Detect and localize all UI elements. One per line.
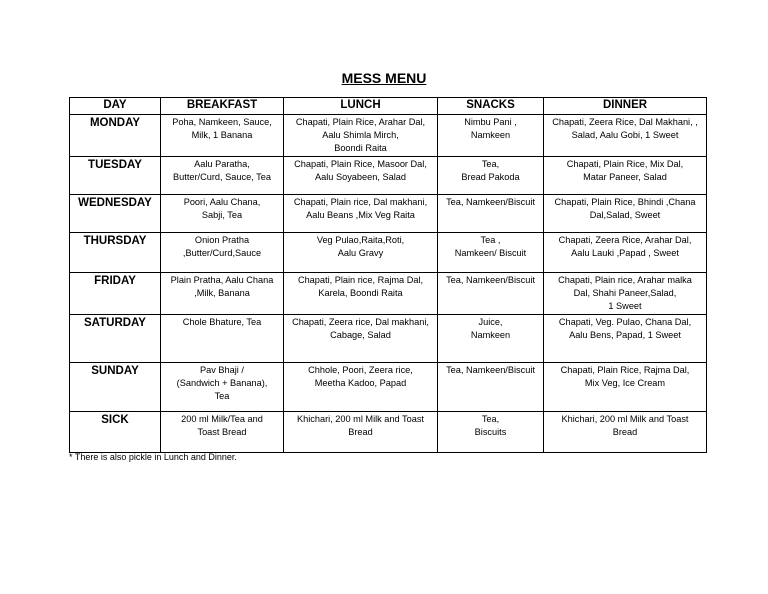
snacks-cell [438, 363, 544, 412]
snacks-cell [438, 412, 544, 453]
snacks-line: Juice, [478, 317, 503, 327]
snacks-cell [438, 273, 544, 315]
lunch-line: Aalu Gravy [337, 248, 384, 258]
dinner-line: Aalu Bens, Papad, 1 Sweet [569, 330, 681, 340]
day-cell: FRIDAY [70, 273, 161, 315]
day-cell: TUESDAY [70, 157, 161, 195]
dinner-line: Chapati, Plain Rice, Mix Dal, [566, 159, 684, 169]
breakfast-line: 200 ml Milk/Tea and [181, 414, 263, 424]
dinner-line: 1 Sweet [608, 301, 642, 311]
snacks-cell [438, 115, 544, 157]
lunch-line: Karela, Boondi Raita [318, 288, 403, 298]
breakfast-line: Aalu Paratha, [194, 159, 250, 169]
table-row [70, 195, 707, 233]
lunch-line: Chapati, Zeera rice, Dal makhani, [292, 317, 429, 327]
lunch-cell [284, 233, 438, 273]
lunch-line: Chapati, Plain Rice, Arahar Dal, [295, 117, 426, 127]
breakfast-line: Poha, Namkeen, Sauce, [172, 117, 272, 127]
lunch-cell [284, 315, 438, 363]
snacks-line: Namkeen [470, 130, 511, 140]
breakfast-cell [161, 273, 284, 315]
dinner-line: Chapati, Veg. Pulao, Chana Dal, [558, 317, 692, 327]
day-cell: THURSDAY [70, 233, 161, 273]
header-dinner: DINNER [544, 98, 707, 115]
breakfast-line: Sabji, Tea [201, 210, 243, 220]
breakfast-line: (Sandwich + Banana), [176, 378, 268, 388]
lunch-cell [284, 363, 438, 412]
breakfast-line: Plain Pratha, Aalu Chana [170, 275, 274, 285]
lunch-line: Aalu Shimla Mirch, [322, 130, 399, 140]
snacks-line: Bread Pakoda [461, 172, 520, 182]
dinner-cell [544, 363, 707, 412]
dinner-cell [544, 233, 707, 273]
table-row [70, 363, 707, 412]
breakfast-line: Toast Bread [197, 427, 247, 437]
breakfast-line: Milk, 1 Banana [191, 130, 253, 140]
dinner-cell [544, 412, 707, 453]
breakfast-line: Chole Bhature, Tea [182, 317, 262, 327]
snacks-line: Tea, Namkeen/Biscuit [446, 197, 535, 207]
header-breakfast: BREAKFAST [161, 98, 284, 115]
snacks-line: Tea, [481, 414, 500, 424]
lunch-cell [284, 412, 438, 453]
breakfast-cell [161, 412, 284, 453]
dinner-cell [544, 195, 707, 233]
snacks-line: Tea , [480, 235, 501, 245]
table-row [70, 315, 707, 363]
day-cell: SATURDAY [70, 315, 161, 363]
table-row [70, 273, 707, 315]
lunch-line: Boondi Raita [334, 143, 387, 153]
header-row [70, 98, 707, 115]
lunch-line: Chhole, Poori, Zeera rice, [308, 365, 413, 375]
dinner-line: Salad, Aalu Gobi, 1 Sweet [571, 130, 679, 140]
breakfast-line: Pav Bhaji / [200, 365, 244, 375]
snacks-line: Namkeen/ Biscuit [454, 248, 527, 258]
lunch-line: Cabage, Salad [330, 330, 391, 340]
snacks-cell [438, 315, 544, 363]
breakfast-line: Poori, Aalu Chana, [183, 197, 261, 207]
lunch-line: Bread [348, 427, 373, 437]
breakfast-line: Tea [214, 391, 230, 401]
table-row [70, 115, 707, 157]
breakfast-cell [161, 157, 284, 195]
snacks-line: Tea, [481, 159, 500, 169]
lunch-cell [284, 195, 438, 233]
snacks-line: Biscuits [474, 427, 507, 437]
dinner-line: Dal, Shahi Paneer,Salad, [573, 288, 677, 298]
breakfast-cell [161, 315, 284, 363]
lunch-cell [284, 157, 438, 195]
breakfast-line: ,Milk, Banana [194, 288, 250, 298]
breakfast-line: ,Butter/Curd,Sauce [182, 248, 262, 258]
lunch-line: Aalu Beans ,Mix Veg Raita [306, 210, 415, 220]
lunch-line: Aalu Soyabeen, Salad [315, 172, 406, 182]
lunch-cell [284, 273, 438, 315]
breakfast-cell [161, 195, 284, 233]
footnote: * There is also pickle in Lunch and Dinner. [69, 452, 237, 462]
lunch-line: Chapati, Plain rice, Dal makhani, [293, 197, 428, 207]
table-row [70, 157, 707, 195]
dinner-line: Chapati, Plain rice, Arahar malka [558, 275, 692, 285]
dinner-cell [544, 315, 707, 363]
lunch-line: Khichari, 200 ml Milk and Toast [297, 414, 424, 424]
page-title: MESS MENU [341, 70, 427, 86]
dinner-line: Matar Paneer, Salad [583, 172, 667, 182]
dinner-line: Chapati, Plain Rice, Bhindi ,Chana [554, 197, 696, 207]
dinner-line: Mix Veg, Ice Cream [584, 378, 666, 388]
breakfast-cell [161, 363, 284, 412]
dinner-line: Dal,Salad, Sweet [589, 210, 661, 220]
lunch-cell [284, 115, 438, 157]
snacks-line: Nimbu Pani , [464, 117, 517, 127]
dinner-cell [544, 157, 707, 195]
dinner-cell [544, 273, 707, 315]
day-cell: WEDNESDAY [70, 195, 161, 233]
dinner-line: Bread [612, 427, 638, 437]
breakfast-cell [161, 233, 284, 273]
snacks-line: Tea, Namkeen/Biscuit [446, 275, 535, 285]
breakfast-cell [161, 115, 284, 157]
snacks-line: Namkeen [470, 330, 511, 340]
lunch-line: Chapati, Plain Rice, Masoor Dal, [294, 159, 427, 169]
lunch-line: Meetha Kadoo, Papad [314, 378, 407, 388]
dinner-line: Chapati, Zeera Rice, Dal Makhani, , [552, 117, 698, 127]
table-row [70, 233, 707, 273]
snacks-cell [438, 195, 544, 233]
header-day: DAY [70, 98, 161, 115]
lunch-line: Veg Pulao,Raita,Roti, [316, 235, 405, 245]
header-lunch: LUNCH [284, 98, 438, 115]
dinner-line: Chapati, Plain Rice, Rajma Dal, [560, 365, 690, 375]
header-snacks: SNACKS [438, 98, 544, 115]
mess-menu-table [69, 97, 707, 453]
breakfast-line: Onion Pratha [194, 235, 250, 245]
table-row [70, 412, 707, 453]
day-cell: SUNDAY [70, 363, 161, 412]
lunch-line: Chapati, Plain rice, Rajma Dal, [297, 275, 424, 285]
snacks-line: Tea, Namkeen/Biscuit [446, 365, 535, 375]
snacks-cell [438, 157, 544, 195]
dinner-cell [544, 115, 707, 157]
day-cell: MONDAY [70, 115, 161, 157]
breakfast-line: Butter/Curd, Sauce, Tea [173, 172, 271, 182]
dinner-line: Khichari, 200 ml Milk and Toast [561, 414, 689, 424]
day-cell: SICK [70, 412, 161, 453]
dinner-line: Chapati, Zeera Rice, Arahar Dal, [558, 235, 692, 245]
snacks-cell [438, 233, 544, 273]
dinner-line: Aalu Lauki ,Papad , Sweet [571, 248, 679, 258]
